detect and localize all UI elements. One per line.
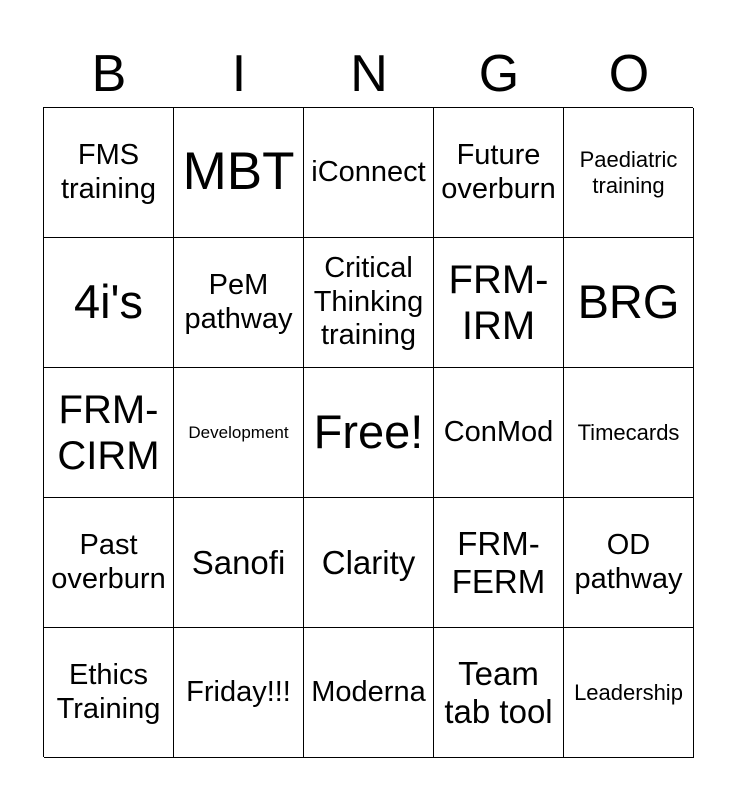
bingo-cell[interactable]: Friday!!! [174, 628, 304, 758]
bingo-cell[interactable]: Timecards [564, 368, 694, 498]
header-letter-o: O [608, 45, 650, 103]
bingo-cell[interactable]: Sanofi [174, 498, 304, 628]
bingo-cell[interactable]: Development [174, 368, 304, 498]
header-letter-i: I [231, 45, 247, 103]
header-letter-g: G [478, 45, 520, 103]
bingo-cell[interactable]: iConnect [304, 108, 434, 238]
bingo-cell[interactable]: ConMod [434, 368, 564, 498]
bingo-header [44, 44, 694, 104]
bingo-cell[interactable]: Leadership [564, 628, 694, 758]
bingo-cell[interactable]: Future overburn [434, 108, 564, 238]
header-letter-b: B [91, 45, 127, 103]
bingo-cell[interactable]: FMS training [44, 108, 174, 238]
bingo-cell[interactable]: Past overburn [44, 498, 174, 628]
bingo-cell[interactable]: 4i's [44, 238, 174, 368]
bingo-cell[interactable]: OD pathway [564, 498, 694, 628]
bingo-card-grid [43, 107, 693, 757]
bingo-cell[interactable]: FRM- CIRM [44, 368, 174, 498]
bingo-cell[interactable]: PeM pathway [174, 238, 304, 368]
free-space-cell[interactable]: Free! [304, 368, 434, 498]
bingo-cell[interactable]: FRM- FERM [434, 498, 564, 628]
bingo-cell[interactable]: Clarity [304, 498, 434, 628]
bingo-cell[interactable]: MBT [174, 108, 304, 238]
bingo-cell[interactable]: Team tab tool [434, 628, 564, 758]
bingo-cell[interactable]: Ethics Training [44, 628, 174, 758]
bingo-cell[interactable]: Moderna [304, 628, 434, 758]
header-letter-n: N [350, 45, 388, 103]
bingo-cell[interactable]: Critical Thinking training [304, 238, 434, 368]
bingo-cell[interactable]: FRM- IRM [434, 238, 564, 368]
bingo-cell[interactable]: BRG [564, 238, 694, 368]
bingo-cell[interactable]: Paediatric training [564, 108, 694, 238]
